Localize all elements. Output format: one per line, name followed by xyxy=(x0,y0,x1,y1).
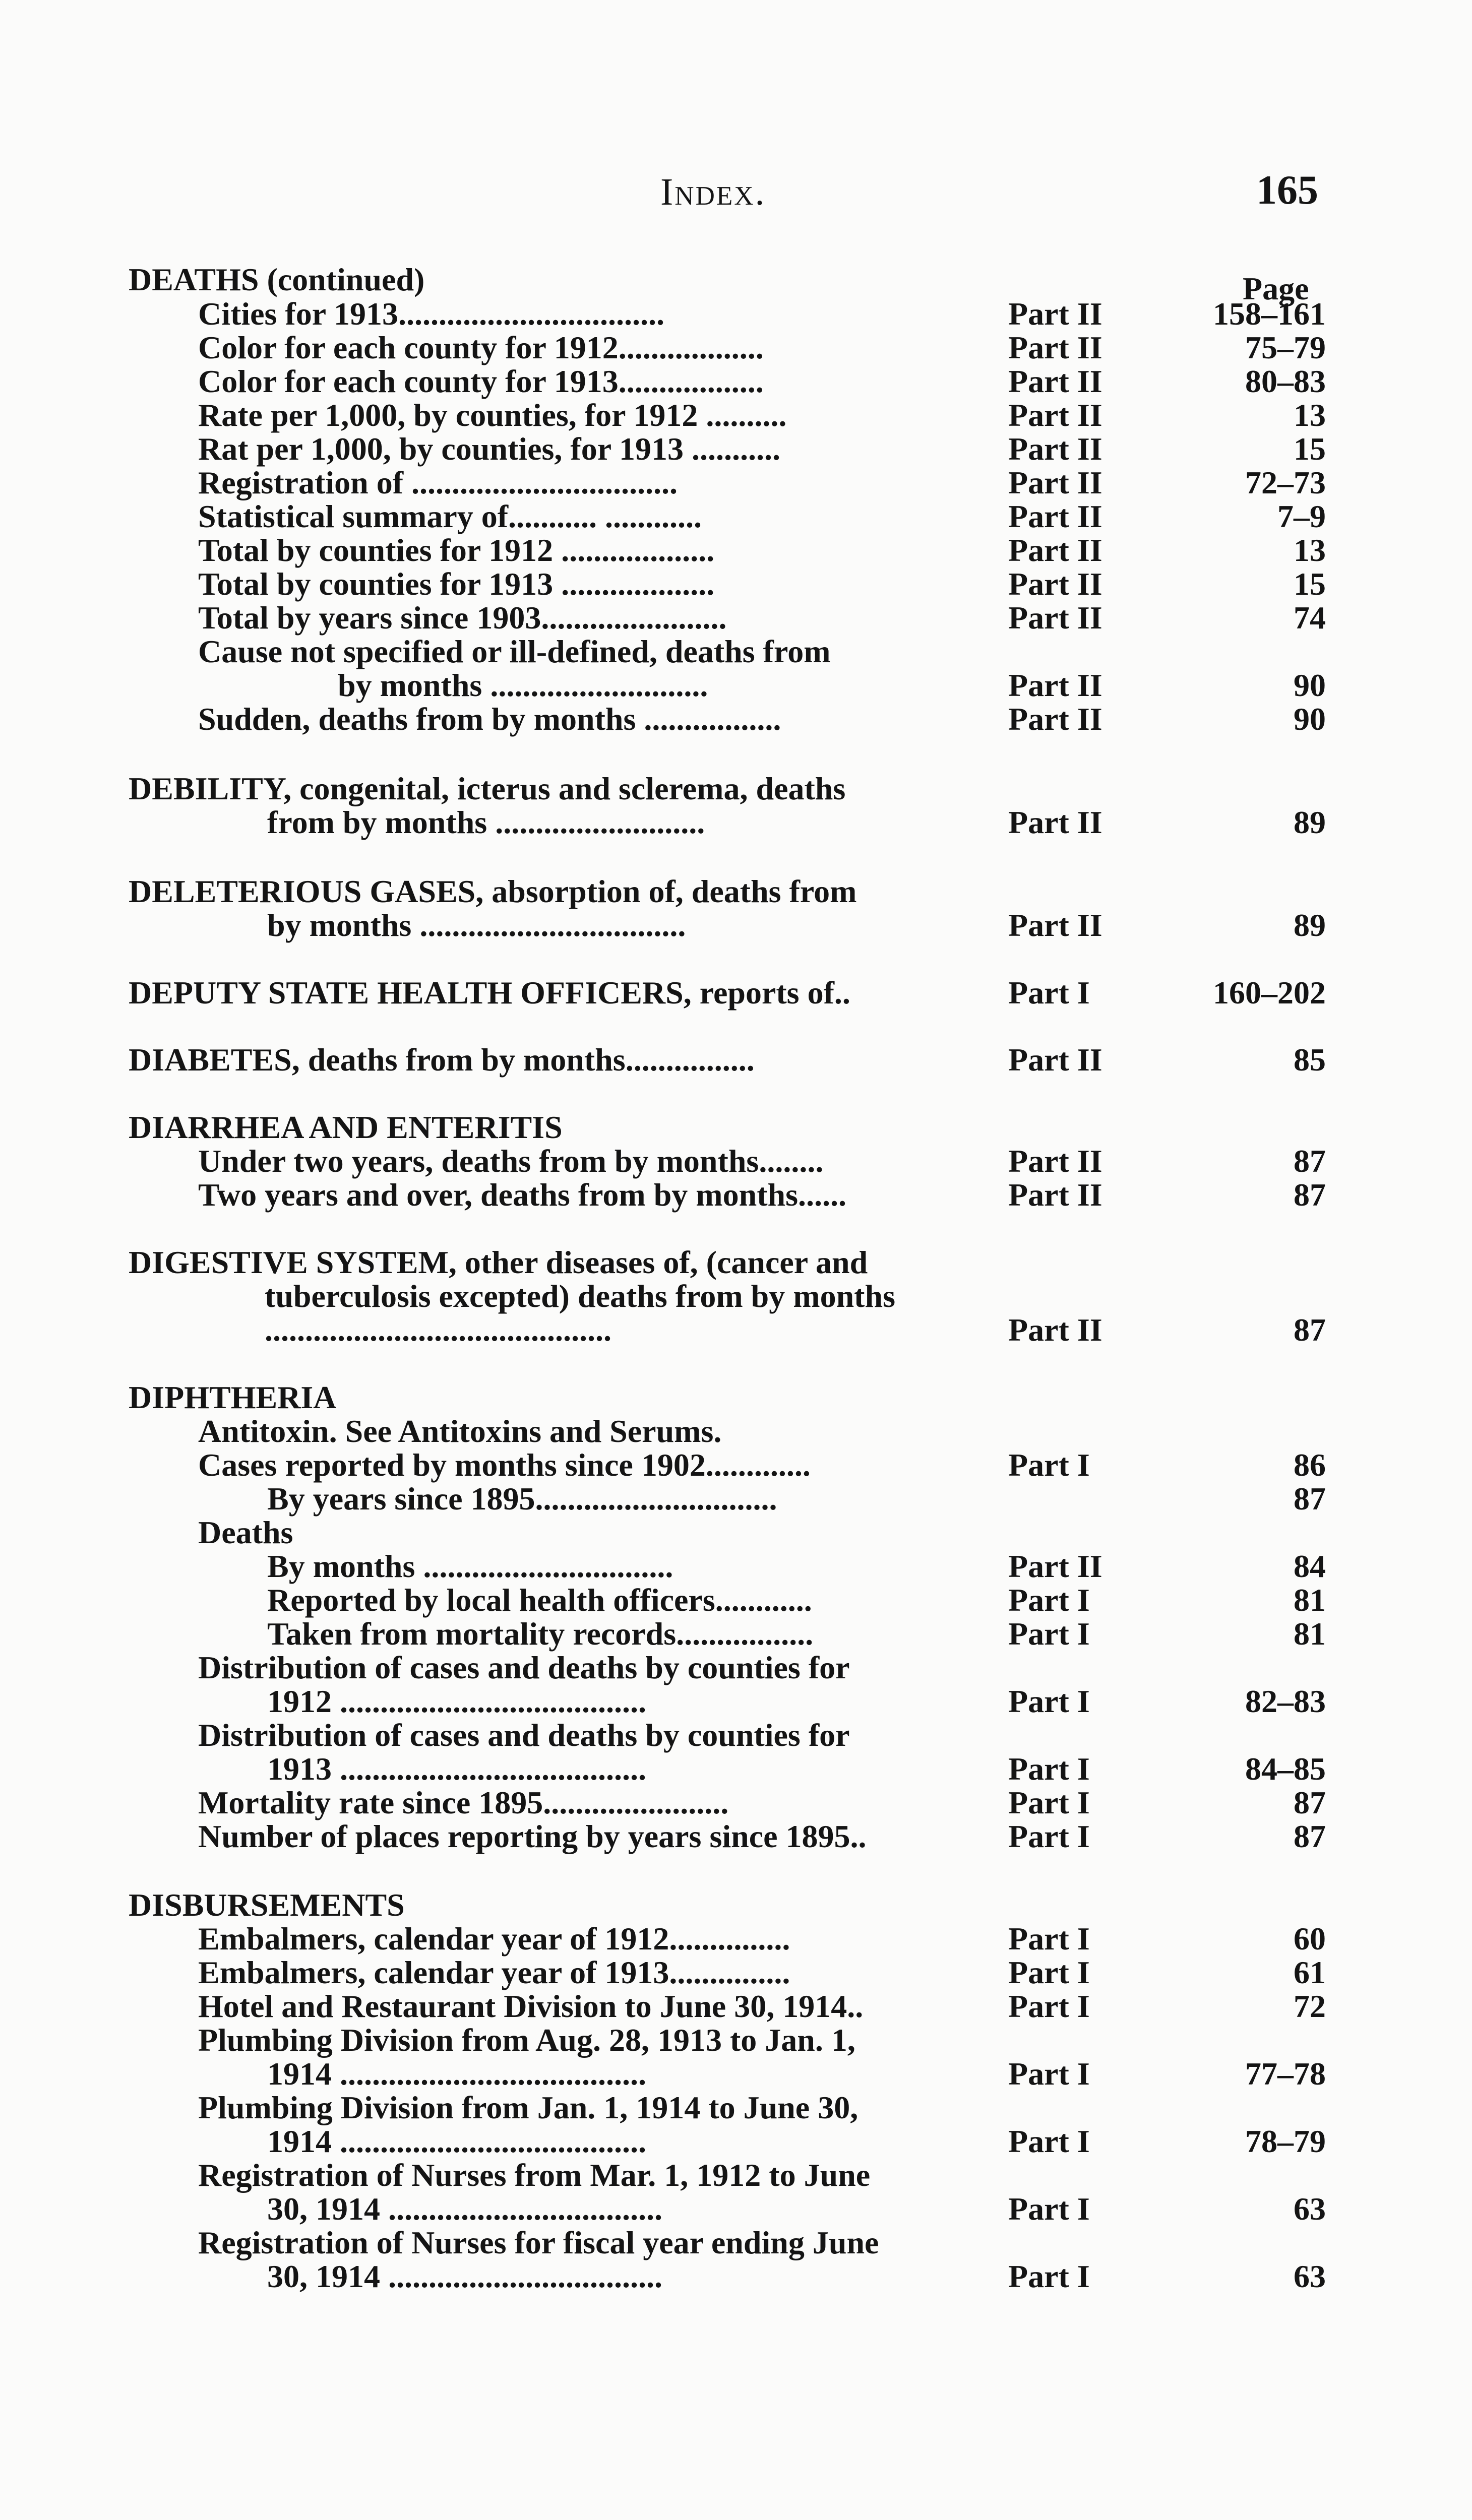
index-line: Registration of ................................. Part II 72–73 xyxy=(198,465,1326,500)
index-line: 1914 ...................................... Part I 77–78 xyxy=(267,2056,1326,2092)
index-line: DEBILITY, congenital, icterus and sclerema, deaths xyxy=(129,771,846,806)
index-line: DEATHS (continued) xyxy=(129,262,425,297)
index-line: Embalmers, calendar year of 1912............... Part I 60 xyxy=(198,1921,1326,1957)
index-line: Plumbing Division from Aug. 28, 1913 to Jan. 1, xyxy=(198,2022,855,2058)
index-line: Plumbing Division from Jan. 1, 1914 to June 30, xyxy=(198,2090,858,2125)
index-line: Cases reported by months since 1902............. Part I 86 xyxy=(198,1447,1326,1483)
index-line: Taken from mortality records................. Part I 81 xyxy=(267,1616,1326,1652)
index-line: Total by counties for 1912 ................... Part II 13 xyxy=(198,532,1326,568)
index-line: Rat per 1,000, by counties, for 1913 ........... Part II 15 xyxy=(198,431,1326,467)
index-line: tuberculosis excepted) deaths from by months xyxy=(265,1278,895,1314)
index-line: Distribution of cases and deaths by counties for xyxy=(198,1650,850,1685)
index-line: Color for each county for 1912.................. Part II 75–79 xyxy=(198,330,1326,365)
index-line: by months ........................... Part II 90 xyxy=(338,667,1326,703)
index-line: DIPHTHERIA xyxy=(129,1379,337,1415)
page-column-heading: Page xyxy=(1243,271,1309,306)
index-line: Rate per 1,000, by counties, for 1912 .......... Part II 13 xyxy=(198,397,1326,433)
index-line: 1912 ...................................... Part I 82–83 xyxy=(267,1683,1326,1719)
index-line: DEPUTY STATE HEALTH OFFICERS, reports of.. Part I 160–202 xyxy=(129,975,1326,1011)
page-number: 165 xyxy=(1256,167,1318,213)
index-line: Two years and over, deaths from by months...... Part II 87 xyxy=(198,1177,1326,1213)
index-line: Hotel and Restaurant Division to June 30, 1914.. Part I 72 xyxy=(198,1988,1326,2024)
index-line: Color for each county for 1913.................. Part II 80–83 xyxy=(198,363,1326,399)
index-line: from by months .......................... Part II 89 xyxy=(267,804,1326,840)
index-line: DIABETES, deaths from by months................ Part II 85 xyxy=(129,1042,1326,1078)
index-line: Deaths xyxy=(198,1515,293,1550)
index-line: by months ................................. Part II 89 xyxy=(267,907,1326,943)
index-line: 30, 1914 .................................. Part I 63 xyxy=(267,2191,1326,2227)
index-line: DELETERIOUS GASES, absorption of, deaths from xyxy=(129,873,857,909)
index-line: Antitoxin. See Antitoxins and Serums. xyxy=(198,1413,722,1449)
index-line: Registration of Nurses from Mar. 1, 1912 to June xyxy=(198,2157,871,2193)
index-line: Registration of Nurses for fiscal year ending June xyxy=(198,2225,879,2260)
index-line: Distribution of cases and deaths by counties for xyxy=(198,1717,850,1753)
index-line: By years since 1895.............................. 87 xyxy=(267,1481,1326,1517)
index-line: 1914 ...................................... Part I 78–79 xyxy=(267,2123,1326,2159)
index-line: ........................................... Part II 87 xyxy=(265,1312,1326,1348)
index-line: Mortality rate since 1895....................... Part I 87 xyxy=(198,1785,1326,1820)
index-line: Total by counties for 1913 ................... Part II 15 xyxy=(198,566,1326,602)
index-line: 1913 ...................................... Part I 84–85 xyxy=(267,1751,1326,1787)
index-line: Sudden, deaths from by months ................. Part II 90 xyxy=(198,701,1326,737)
index-line: DISBURSEMENTS xyxy=(129,1887,405,1923)
index-line: Under two years, deaths from by months........ Part II 87 xyxy=(198,1143,1326,1179)
index-line: By months ............................... Part II 84 xyxy=(267,1548,1326,1584)
index-line: Total by years since 1903....................... Part II 74 xyxy=(198,600,1326,636)
index-line: Embalmers, calendar year of 1913............... Part I 61 xyxy=(198,1955,1326,1990)
index-line: Cities for 1913................................. Part II 158–161 xyxy=(198,296,1326,332)
index-line: 30, 1914 .................................. Part I 63 xyxy=(267,2258,1326,2294)
index-line: Statistical summary of........... ............ Part II 7–9 xyxy=(198,498,1326,534)
index-line: Cause not specified or ill-defined, deaths from xyxy=(198,634,831,669)
index-line: Reported by local health officers............ Part I 81 xyxy=(267,1582,1326,1618)
index-line: DIGESTIVE SYSTEM, other diseases of, (cancer and xyxy=(129,1244,868,1280)
index-line: DIARRHEA AND ENTERITIS xyxy=(129,1109,563,1145)
index-line: Number of places reporting by years since 1895.. Part I 87 xyxy=(198,1818,1326,1854)
running-header-title: Index. xyxy=(660,171,766,213)
